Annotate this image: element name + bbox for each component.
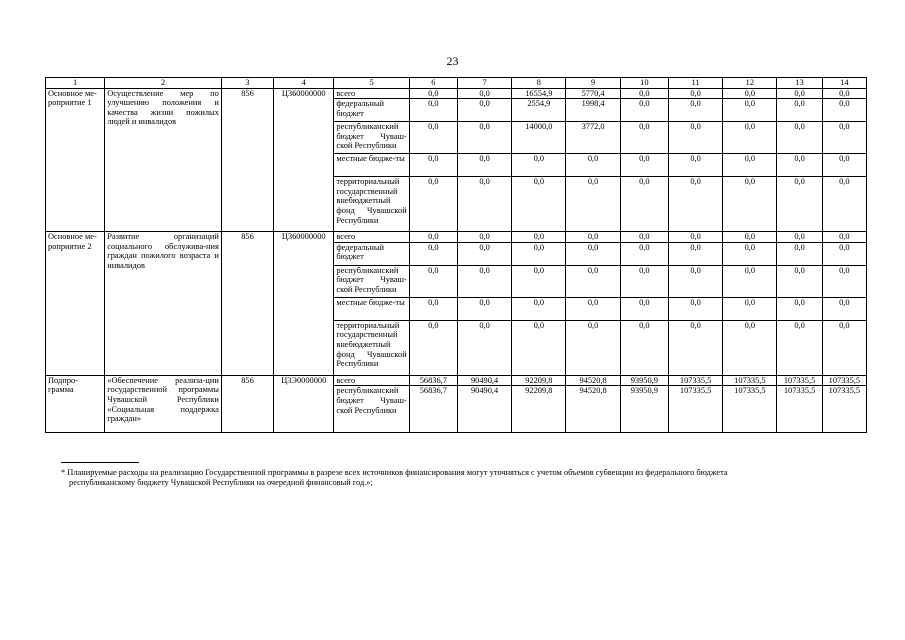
value-cell: 0,0 bbox=[566, 297, 620, 320]
value-cell: 0,0 bbox=[512, 320, 566, 375]
funding-source: республиканский бюджет Чуваш-ской Республики bbox=[334, 265, 409, 297]
value-cell: 0,0 bbox=[512, 297, 566, 320]
item-code-4: Ц360000000 bbox=[274, 232, 334, 376]
value-cell: 0,0 bbox=[723, 320, 777, 375]
value-cell: 0,0 bbox=[822, 99, 866, 122]
value-cell: 0,0 bbox=[777, 88, 822, 99]
value-cell: 3772,0 bbox=[566, 122, 620, 154]
value-cell: 0,0 bbox=[723, 99, 777, 122]
value-cell: 0,0 bbox=[409, 320, 457, 375]
value-cell: 107335,5 bbox=[723, 375, 777, 386]
value-cell: 0,0 bbox=[668, 99, 722, 122]
value-cell: 0,0 bbox=[620, 242, 668, 265]
value-cell: 0,0 bbox=[620, 297, 668, 320]
value-cell: 0,0 bbox=[566, 265, 620, 297]
value-cell: 0,0 bbox=[409, 99, 457, 122]
header-cell: 10 bbox=[620, 78, 668, 89]
value-cell: 0,0 bbox=[409, 232, 457, 243]
value-cell: 0,0 bbox=[668, 242, 722, 265]
value-cell: 0,0 bbox=[409, 265, 457, 297]
value-cell: 56836,7 bbox=[409, 386, 457, 433]
funding-source: местные бюдже-ты bbox=[334, 297, 409, 320]
value-cell: 0,0 bbox=[668, 154, 722, 177]
item-code-3: 856 bbox=[221, 375, 273, 433]
header-row bbox=[46, 78, 867, 89]
value-cell: 107335,5 bbox=[668, 375, 722, 386]
funding-source: территориальный государственный внебюджетный фонд Чувашской Республики bbox=[334, 320, 409, 375]
value-cell: 92209,8 bbox=[512, 375, 566, 386]
value-cell: 0,0 bbox=[668, 232, 722, 243]
value-cell: 0,0 bbox=[457, 242, 511, 265]
value-cell: 0,0 bbox=[457, 88, 511, 99]
header-cell: 9 bbox=[566, 78, 620, 89]
value-cell: 107335,5 bbox=[668, 386, 722, 433]
value-cell: 92209,8 bbox=[512, 386, 566, 433]
footnote-line-1: * Планируемые расходы на реализацию Государственной программы в разрезе всех источников финансирования могут уточняться с учетом объемов субвенции из федерального бюджета bbox=[61, 468, 728, 477]
value-cell: 0,0 bbox=[822, 122, 866, 154]
header-cell: 1 bbox=[46, 78, 105, 89]
value-cell: 5770,4 bbox=[566, 88, 620, 99]
value-cell: 94520,8 bbox=[566, 386, 620, 433]
value-cell: 0,0 bbox=[822, 88, 866, 99]
item-name: Основное ме-роприятие 2 bbox=[46, 232, 105, 376]
header-cell: 11 bbox=[668, 78, 722, 89]
funding-source: территориальный государственный внебюджетный фонд Чувашской Республики bbox=[334, 177, 409, 232]
table-row bbox=[46, 88, 867, 99]
value-cell: 0,0 bbox=[620, 154, 668, 177]
value-cell: 0,0 bbox=[457, 177, 511, 232]
header-cell: 12 bbox=[723, 78, 777, 89]
value-cell: 107335,5 bbox=[822, 386, 866, 433]
value-cell: 0,0 bbox=[777, 122, 822, 154]
value-cell: 0,0 bbox=[777, 154, 822, 177]
funding-source: федеральный бюджет bbox=[334, 242, 409, 265]
value-cell: 0,0 bbox=[512, 177, 566, 232]
value-cell: 0,0 bbox=[723, 265, 777, 297]
table-row bbox=[46, 232, 867, 243]
funding-source: федеральный бюджет bbox=[334, 99, 409, 122]
value-cell: 0,0 bbox=[409, 242, 457, 265]
value-cell: 0,0 bbox=[777, 320, 822, 375]
value-cell: 0,0 bbox=[620, 265, 668, 297]
funding-source: всего bbox=[334, 232, 409, 243]
value-cell: 0,0 bbox=[822, 265, 866, 297]
budget-table bbox=[45, 77, 867, 433]
funding-source: республиканский бюджет Чуваш-ской Республики bbox=[334, 386, 409, 433]
value-cell: 0,0 bbox=[620, 122, 668, 154]
value-cell: 1998,4 bbox=[566, 99, 620, 122]
value-cell: 0,0 bbox=[409, 122, 457, 154]
value-cell: 0,0 bbox=[822, 154, 866, 177]
header-cell: 8 bbox=[512, 78, 566, 89]
table-row bbox=[46, 375, 867, 386]
value-cell: 93950,9 bbox=[620, 375, 668, 386]
value-cell: 0,0 bbox=[723, 232, 777, 243]
value-cell: 0,0 bbox=[723, 177, 777, 232]
value-cell: 0,0 bbox=[723, 154, 777, 177]
value-cell: 0,0 bbox=[723, 88, 777, 99]
value-cell: 0,0 bbox=[723, 242, 777, 265]
value-cell: 107335,5 bbox=[777, 386, 822, 433]
value-cell: 0,0 bbox=[457, 265, 511, 297]
value-cell: 107335,5 bbox=[777, 375, 822, 386]
item-name: Основное ме-роприятие 1 bbox=[46, 88, 105, 232]
footnote-line-2: республиканскому бюджету Чувашской Республики на очередной финансовый год.»; bbox=[69, 478, 373, 487]
funding-source: местные бюдже-ты bbox=[334, 154, 409, 177]
item-description: Развитие организаций социального обслужива-ния граждан пожилого возраста и инвалидов bbox=[105, 232, 222, 376]
item-description: «Обеспечение реализа-ции государственной программы Чувашской Республики «Социальная поддержка граждан» bbox=[105, 375, 222, 433]
value-cell: 0,0 bbox=[777, 242, 822, 265]
item-name: Подпро-грамма bbox=[46, 375, 105, 433]
item-description: Осуществление мер по улучшению положения и качества жизни пожилых людей и инвалидов bbox=[105, 88, 222, 232]
value-cell: 0,0 bbox=[566, 154, 620, 177]
value-cell: 0,0 bbox=[777, 232, 822, 243]
value-cell: 0,0 bbox=[409, 154, 457, 177]
value-cell: 0,0 bbox=[822, 232, 866, 243]
value-cell: 0,0 bbox=[822, 297, 866, 320]
value-cell: 0,0 bbox=[620, 88, 668, 99]
header-cell: 3 bbox=[221, 78, 273, 89]
value-cell: 107335,5 bbox=[723, 386, 777, 433]
item-code-4: Ц3Э0000000 bbox=[274, 375, 334, 433]
value-cell: 94520,8 bbox=[566, 375, 620, 386]
value-cell: 0,0 bbox=[620, 320, 668, 375]
value-cell: 56836,7 bbox=[409, 375, 457, 386]
value-cell: 0,0 bbox=[620, 99, 668, 122]
value-cell: 0,0 bbox=[512, 265, 566, 297]
value-cell: 0,0 bbox=[668, 320, 722, 375]
value-cell: 0,0 bbox=[457, 154, 511, 177]
value-cell: 2554,9 bbox=[512, 99, 566, 122]
value-cell: 0,0 bbox=[822, 242, 866, 265]
value-cell: 0,0 bbox=[777, 297, 822, 320]
funding-source: всего bbox=[334, 88, 409, 99]
value-cell: 0,0 bbox=[723, 297, 777, 320]
value-cell: 0,0 bbox=[457, 122, 511, 154]
item-code-3: 856 bbox=[221, 88, 273, 232]
value-cell: 0,0 bbox=[777, 99, 822, 122]
value-cell: 16554,9 bbox=[512, 88, 566, 99]
value-cell: 0,0 bbox=[777, 177, 822, 232]
footnote bbox=[61, 468, 861, 488]
value-cell: 0,0 bbox=[566, 177, 620, 232]
value-cell: 0,0 bbox=[512, 242, 566, 265]
value-cell: 0,0 bbox=[723, 122, 777, 154]
value-cell: 0,0 bbox=[668, 177, 722, 232]
value-cell: 90490,4 bbox=[457, 386, 511, 433]
value-cell: 0,0 bbox=[668, 297, 722, 320]
page-number: 23 bbox=[446, 54, 459, 68]
value-cell: 0,0 bbox=[822, 177, 866, 232]
value-cell: 90490,4 bbox=[457, 375, 511, 386]
value-cell: 0,0 bbox=[668, 265, 722, 297]
value-cell: 0,0 bbox=[620, 177, 668, 232]
funding-source: всего bbox=[334, 375, 409, 386]
funding-source: республиканский бюджет Чуваш-ской Республики bbox=[334, 122, 409, 154]
header-cell: 13 bbox=[777, 78, 822, 89]
value-cell: 0,0 bbox=[409, 88, 457, 99]
value-cell: 0,0 bbox=[566, 242, 620, 265]
value-cell: 107335,5 bbox=[822, 375, 866, 386]
footnote-separator bbox=[61, 462, 139, 463]
item-code-4: Ц360000000 bbox=[274, 88, 334, 232]
item-code-3: 856 bbox=[221, 232, 273, 376]
value-cell: 0,0 bbox=[457, 297, 511, 320]
value-cell: 0,0 bbox=[512, 232, 566, 243]
value-cell: 0,0 bbox=[457, 232, 511, 243]
value-cell: 0,0 bbox=[409, 297, 457, 320]
value-cell: 0,0 bbox=[457, 99, 511, 122]
header-cell: 5 bbox=[334, 78, 409, 89]
value-cell: 0,0 bbox=[668, 122, 722, 154]
header-cell: 2 bbox=[105, 78, 222, 89]
value-cell: 14000,0 bbox=[512, 122, 566, 154]
header-cell: 7 bbox=[457, 78, 511, 89]
value-cell: 0,0 bbox=[409, 177, 457, 232]
value-cell: 0,0 bbox=[512, 154, 566, 177]
header-cell: 4 bbox=[274, 78, 334, 89]
header-cell: 14 bbox=[822, 78, 866, 89]
value-cell: 0,0 bbox=[822, 320, 866, 375]
value-cell: 0,0 bbox=[668, 88, 722, 99]
value-cell: 0,0 bbox=[566, 232, 620, 243]
header-cell: 6 bbox=[409, 78, 457, 89]
value-cell: 0,0 bbox=[620, 232, 668, 243]
value-cell: 93950,9 bbox=[620, 386, 668, 433]
value-cell: 0,0 bbox=[566, 320, 620, 375]
value-cell: 0,0 bbox=[457, 320, 511, 375]
value-cell: 0,0 bbox=[777, 265, 822, 297]
